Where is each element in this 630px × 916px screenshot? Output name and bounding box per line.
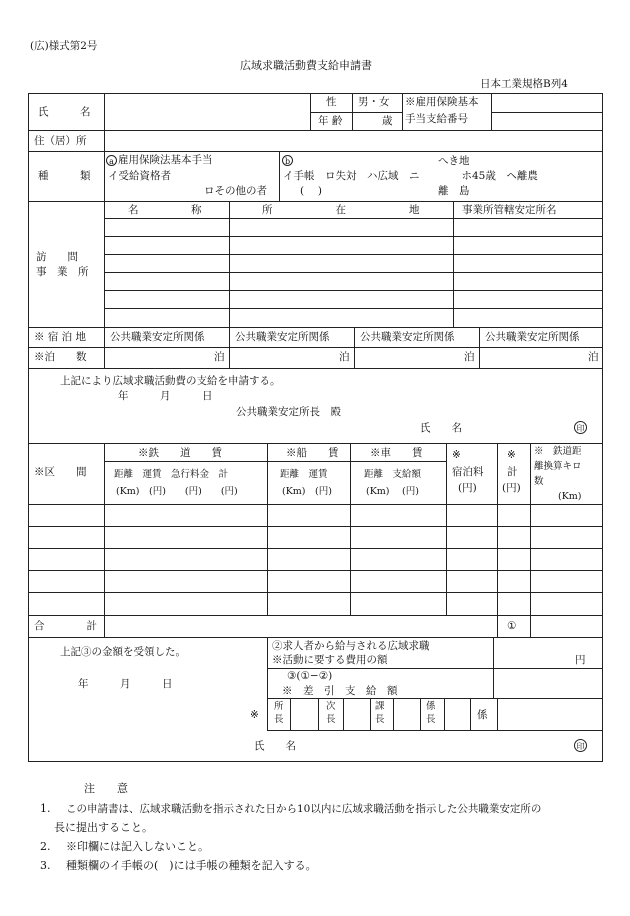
visit-label-1: 訪 問 [36, 251, 78, 263]
stamp-box-deputy: 次長 [326, 701, 336, 725]
stamp-box-clerk: 係 [477, 709, 488, 721]
lodging-fee-mark: ※ [452, 449, 461, 461]
stamp-box-section-chief: 課長 [375, 701, 385, 725]
declaration-text: 上記により広域求職活動費の支給を申請する。 [60, 375, 281, 387]
lodging-office-2: 公共職業安定所関係 [235, 331, 330, 343]
note-1-num: 1. [40, 802, 51, 815]
car-fare-cols: 距離 支給額 [364, 469, 422, 480]
lodging-office-4: 公共職業安定所関係 [485, 331, 580, 343]
lodging-office-3: 公共職業安定所関係 [360, 331, 455, 343]
visit-label-2: 事 業 所 [36, 266, 89, 278]
note-1-line2: 長に提出すること。 [54, 821, 153, 834]
type-a-line3[interactable]: ロその他の者 [204, 185, 267, 197]
rail-dist-4: (Km) [558, 491, 582, 502]
net-calc: ③(①−②) [287, 670, 333, 682]
type-b-line2[interactable]: イ手帳 ロ失対 ハ広域 ニ ホ45歳 ヘ離農 [283, 170, 538, 182]
rail-fare-units: (Km) (円) (円) (円) [116, 486, 238, 497]
age-label: 年 齢 [318, 115, 343, 127]
notes-heading: 注 意 [84, 782, 128, 795]
type-b-line3[interactable]: 離 島 [438, 185, 470, 197]
employer-cost-2: ※活動に要する費用の額 [272, 654, 388, 666]
receipt-date: 年 月 日 [78, 678, 173, 690]
type-a-line2[interactable]: イ受給資格者 [108, 170, 171, 182]
total-unit: (円) [502, 482, 521, 494]
note-3-line1: 種類欄のイ手帳の( )には手帳の種類を記入する。 [66, 859, 317, 872]
form-title: 広域求職活動費支給申請書 [240, 59, 372, 72]
visit-col-office: 事業所管轄安定所名 [462, 204, 557, 216]
visit-col-location: 所 在 地 [262, 204, 420, 216]
rail-dist-2: 離換算キロ [534, 461, 582, 472]
lodging-fee-label: 宿泊料 [452, 466, 484, 478]
form-number: (広)様式第2号 [30, 40, 98, 52]
type-a-line1: a 雇用保険法基本手当 [106, 154, 213, 166]
approval-mark: ※ [250, 709, 259, 721]
insurance-label-2: 手当支給番号 [405, 113, 468, 125]
rail-fare-cols: 距離 運賃 急行料金 計 [114, 469, 229, 480]
total-mark: ※ [507, 449, 516, 461]
ship-fare-cols: 距離 運賃 [280, 469, 328, 480]
sum-mark: ① [507, 620, 517, 632]
employer-cost-1: ②求人者から給与される広域求職 [272, 640, 430, 652]
insurance-label-1: ※雇用保険基本 [405, 96, 479, 108]
stamp-box-unit-chief: 係長 [426, 701, 436, 725]
type-b-paren[interactable]: ( ) [300, 185, 323, 197]
age-unit: 歳 [382, 115, 393, 127]
receipt-text: 上記③の金額を受領した。 [60, 646, 186, 658]
note-1-line1: この申請書は、広域求職活動を指示された日から10以内に広域求職活動を指示した公共職業安定所の [66, 803, 542, 815]
nights-label: ※泊 数 [34, 351, 87, 363]
lodging-label: ※ 宿 泊 地 [34, 331, 87, 343]
sex-label: 性 [326, 96, 337, 108]
nights-unit-1: 泊 [214, 351, 225, 363]
sum-label: 合 計 [34, 620, 97, 632]
nights-unit-4: 泊 [588, 351, 599, 363]
note-3-num: 3. [40, 859, 51, 872]
type-label: 種 類 [38, 170, 91, 182]
note-2-num: 2. [40, 840, 51, 853]
total-label: 計 [507, 466, 518, 478]
type-a-mark: a [106, 155, 117, 166]
ship-fare-units: (Km) (円) [282, 486, 332, 497]
rail-dist-3: 数 [534, 476, 544, 487]
type-b-line1[interactable]: へき地 [438, 155, 470, 167]
type-b-mark-wrap [282, 154, 294, 166]
lodging-fee-unit: (円) [458, 482, 477, 494]
net-amount-label: ※ 差 引 支 給 額 [282, 685, 398, 697]
yen-unit: 円 [575, 654, 586, 666]
visit-col-name: 名 称 [128, 204, 202, 216]
declaration-addressee: 公共職業安定所長 殿 [236, 406, 341, 418]
paper-spec: 日本工業規格B列4 [480, 78, 568, 90]
rail-fare-label: ※鉄 道 賃 [138, 447, 222, 459]
car-fare-units: (Km) (円) [366, 486, 419, 497]
nights-unit-2: 泊 [339, 351, 350, 363]
name-label: 氏 名 [38, 106, 91, 118]
address-label: 住（居）所 [34, 135, 87, 147]
note-2-line1: ※印欄には記入しないこと。 [66, 840, 209, 853]
rail-dist-1: ※ 鉄道距 [534, 446, 582, 457]
declaration-name: 氏 名 [420, 422, 462, 434]
car-fare-label: ※車 賃 [370, 447, 423, 459]
declaration-seal: 印 [574, 421, 587, 434]
type-b-mark: b [282, 155, 293, 166]
receipt-name: 氏 名 [254, 740, 296, 752]
nights-unit-3: 泊 [464, 351, 475, 363]
declaration-date: 年 月 日 [118, 390, 213, 402]
section-label: ※区 間 [34, 466, 87, 478]
ship-fare-label: ※船 賃 [286, 447, 339, 459]
stamp-box-director: 所長 [274, 701, 284, 725]
sex-value[interactable]: 男・女 [358, 96, 390, 108]
lodging-office-1: 公共職業安定所関係 [110, 331, 205, 343]
receipt-seal: 印 [574, 739, 587, 752]
